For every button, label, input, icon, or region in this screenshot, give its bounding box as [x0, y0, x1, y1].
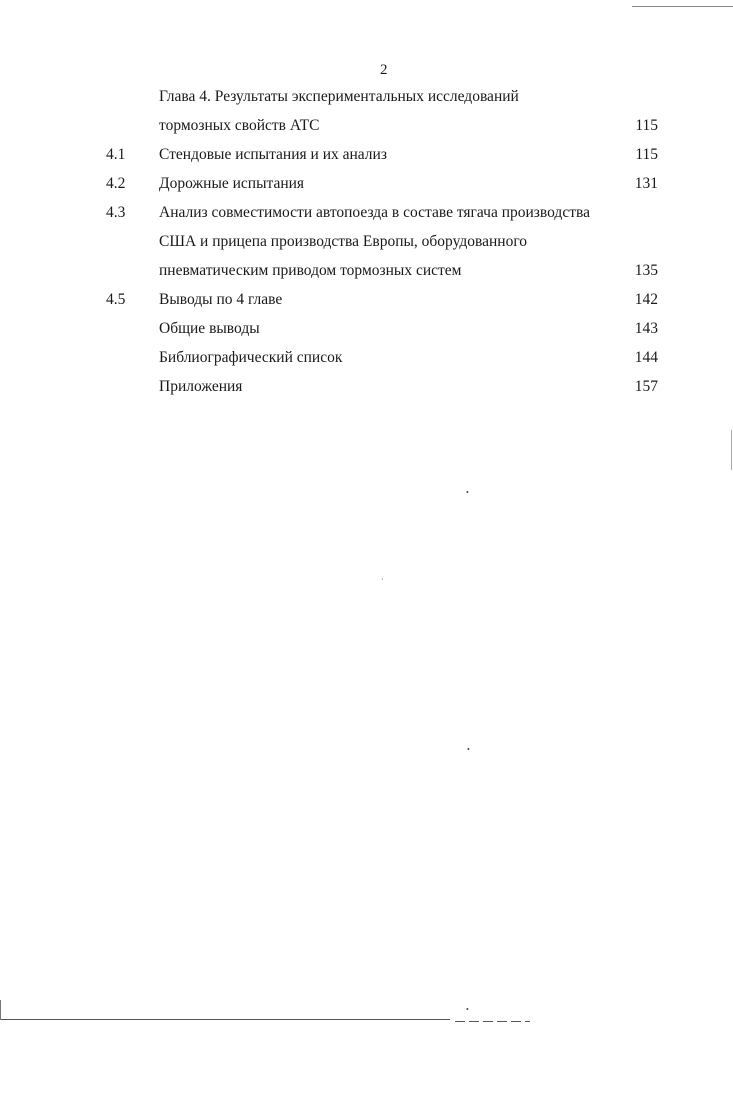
page-number: 2 — [380, 62, 388, 78]
toc-page-number: 131 — [634, 175, 658, 192]
toc-row-4-3 — [0, 200, 733, 229]
toc-row-4-3-cont-1 — [0, 229, 733, 258]
toc-row-4-2 — [0, 171, 733, 200]
toc-row-4-5 — [0, 287, 733, 316]
toc-entry-title: тормозных свойств АТС — [159, 117, 320, 134]
toc-section-number: 4.1 — [106, 146, 126, 163]
toc-entry-title: Приложения — [159, 378, 243, 395]
toc-entry-title: Стендовые испытания и их анализ — [159, 146, 387, 163]
toc-page-number: 135 — [634, 262, 658, 279]
toc-entry-title: США и прицепа производства Европы, оборудованного — [159, 233, 528, 250]
toc-row-appendices — [0, 374, 733, 403]
toc-page-number: 142 — [634, 291, 658, 308]
toc-page-number: 115 — [635, 146, 658, 163]
toc-page-number: 157 — [634, 378, 658, 395]
toc-page-number: 143 — [634, 320, 658, 337]
scan-speck: • — [466, 488, 469, 497]
toc-entry-title: Общие выводы — [159, 320, 260, 337]
toc-entry-title: пневматическим приводом тормозных систем — [159, 262, 462, 279]
toc-section-number: 4.3 — [106, 204, 126, 221]
toc-entry-title: Глава 4. Результаты экспериментальных исследований — [159, 88, 519, 105]
scan-speck: • — [467, 745, 470, 754]
toc-row-chapter-4 — [0, 84, 733, 113]
toc-row-general-conclusions — [0, 316, 733, 345]
toc-entry-title: Дорожные испытания — [159, 175, 305, 192]
scan-speck: · — [381, 575, 384, 584]
toc-entry-title: Выводы по 4 главе — [159, 291, 283, 308]
toc-row-4-3-cont-2 — [0, 258, 733, 287]
table-of-contents — [0, 84, 733, 403]
scan-edge-left — [0, 1000, 1, 1020]
toc-row-bibliography — [0, 345, 733, 374]
scan-edge-right — [731, 430, 732, 470]
toc-row-4-1 — [0, 142, 733, 171]
toc-entry-title: Библиографический список — [159, 349, 343, 366]
scan-edge-bottom — [0, 1019, 450, 1020]
scan-speck: • — [466, 1005, 469, 1014]
scan-edge-bottom-dashed — [455, 1021, 530, 1022]
toc-entry-title: Анализ совместимости автопоезда в составе тягача производства — [159, 204, 590, 221]
toc-page-number: 115 — [635, 117, 658, 134]
scan-edge-top-right — [632, 6, 733, 7]
toc-page-number: 144 — [634, 349, 658, 366]
toc-section-number: 4.2 — [106, 175, 126, 192]
toc-row-chapter-4-cont — [0, 113, 733, 142]
toc-section-number: 4.5 — [106, 291, 126, 308]
